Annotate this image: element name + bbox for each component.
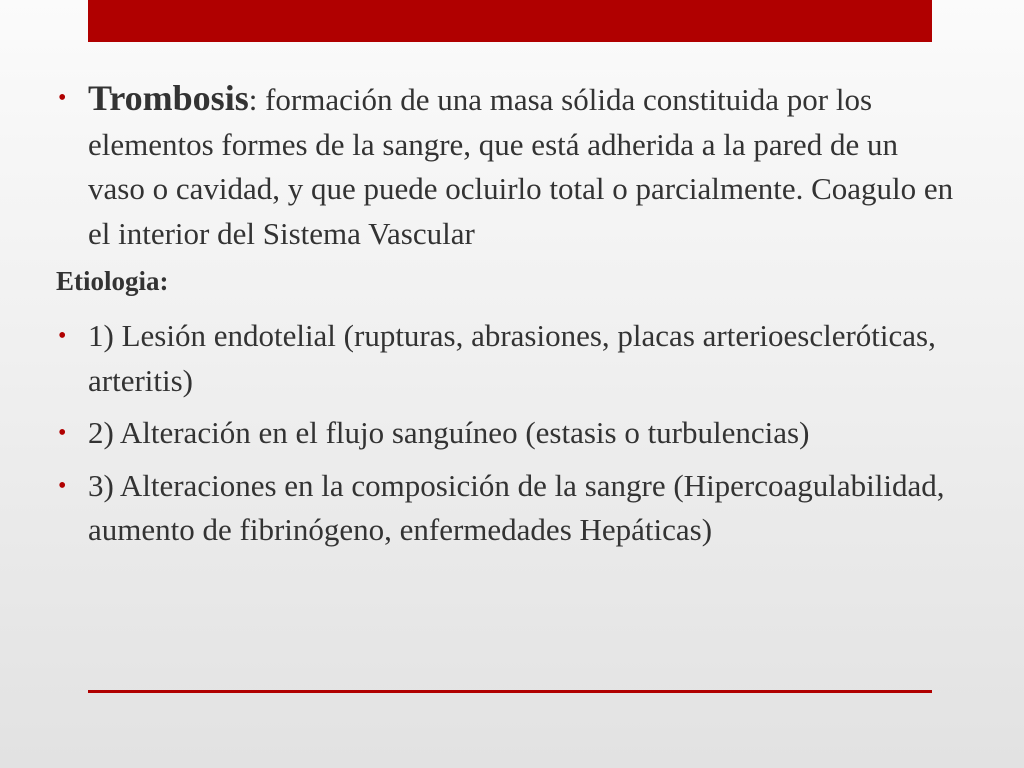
bottom-accent-rule (88, 690, 932, 693)
slide-content (56, 76, 956, 561)
list-item-text: 3) Alteraciones en la composición de la sangre (Hipercoagulabilidad, aumento de fibrinógeno, enfermedades Hepáticas) (88, 467, 945, 547)
etiology-heading: Etiologia: (56, 266, 169, 296)
definition-term: Trombosis (88, 78, 249, 118)
list-item (56, 411, 956, 456)
bullet-dot: • (58, 85, 67, 111)
top-accent-bar (88, 0, 932, 42)
bullet-dot: • (58, 420, 67, 446)
list-item-text: 1) Lesión endotelial (rupturas, abrasiones, placas arterioescleróticas, arteritis) (88, 318, 936, 398)
bullet-dot: • (58, 472, 67, 499)
list-item-text: 2) Alteración en el flujo sanguíneo (estasis o turbulencias) (88, 415, 810, 450)
bullet-dot: • (58, 323, 67, 349)
definition-text: : formación de una masa sólida constituida por los elementos formes de la sangre, que está adherida a la pared de un vaso o cavidad, y que puede ocluirlo total o parcialmente. Coagulo en el interior del Sistema Vascular (88, 82, 954, 251)
definition-bullet (56, 76, 956, 256)
list-item (56, 464, 956, 553)
list-item (56, 314, 956, 403)
